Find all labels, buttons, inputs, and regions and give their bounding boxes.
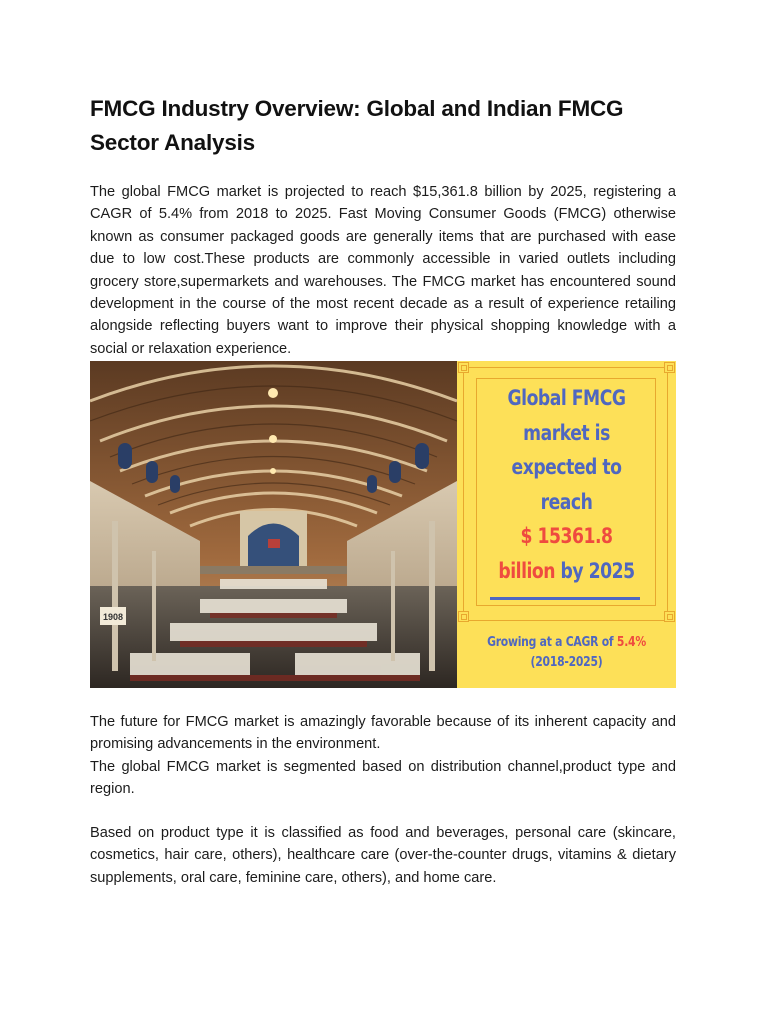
promo-panel <box>457 361 676 688</box>
frame-corner-ornament <box>664 362 675 373</box>
market-hall-photo <box>90 361 457 688</box>
promo-cagr <box>477 633 657 673</box>
photo-sign-text: 1908 <box>102 612 124 622</box>
frame-corner-ornament <box>664 611 675 622</box>
segmentation-paragraph: The global FMCG market is segmented based on distribution channel,product type and region. <box>90 759 676 798</box>
promo-line-3: expected to <box>511 455 622 479</box>
frame-corner-ornament <box>458 362 469 373</box>
market-infographic <box>90 361 676 688</box>
promo-cagr-value: 5.4% <box>616 635 646 650</box>
promo-amount: $ 15361.8 <box>520 524 613 548</box>
product-type-paragraph: Based on product type it is classified as food and beverages, personal care (skincare, cosmetics, hair care, others), healthcare care (over-the-counter drugs, vitamins & dietary supplements, oral care, feminine care, others), and home care. <box>90 825 676 886</box>
document-title: FMCG Industry Overview: Global and Indian FMCG Sector Analysis <box>90 96 624 155</box>
promo-by-year: by 2025 <box>560 558 635 583</box>
future-paragraph: The future for FMCG market is amazingly favorable because of its inherent capacity and promising advancements in the environment. <box>90 714 676 753</box>
intro-paragraph: The global FMCG market is projected to reach $15,361.8 billion by 2025, registering a CAGR of 5.4% from 2018 to 2025. Fast Moving Consumer Goods (FMCG) otherwise known as consumer packaged goods are generally items that are purchased with ease due to low cost.These products are commonly accessible in varied outlets including grocery store,supermarkets and warehouses. The FMCG market has encountered sound development in the course of the most recent decade as a result of experience retailing alongside reflecting buyers want to improve their physical shopping knowledge with a social or relaxation experience. <box>90 184 676 357</box>
promo-billion: billion <box>498 558 556 583</box>
promo-line-2: market is <box>523 420 610 445</box>
promo-line-4: reach <box>540 489 593 514</box>
promo-headline <box>477 381 657 588</box>
frame-corner-ornament <box>458 611 469 622</box>
promo-underline <box>490 597 640 600</box>
promo-billion-line <box>477 554 657 589</box>
promo-growing: Growing at a CAGR of <box>487 635 614 650</box>
promo-line-1: Global FMCG <box>507 386 626 410</box>
promo-period: (2018-2025) <box>530 655 603 670</box>
